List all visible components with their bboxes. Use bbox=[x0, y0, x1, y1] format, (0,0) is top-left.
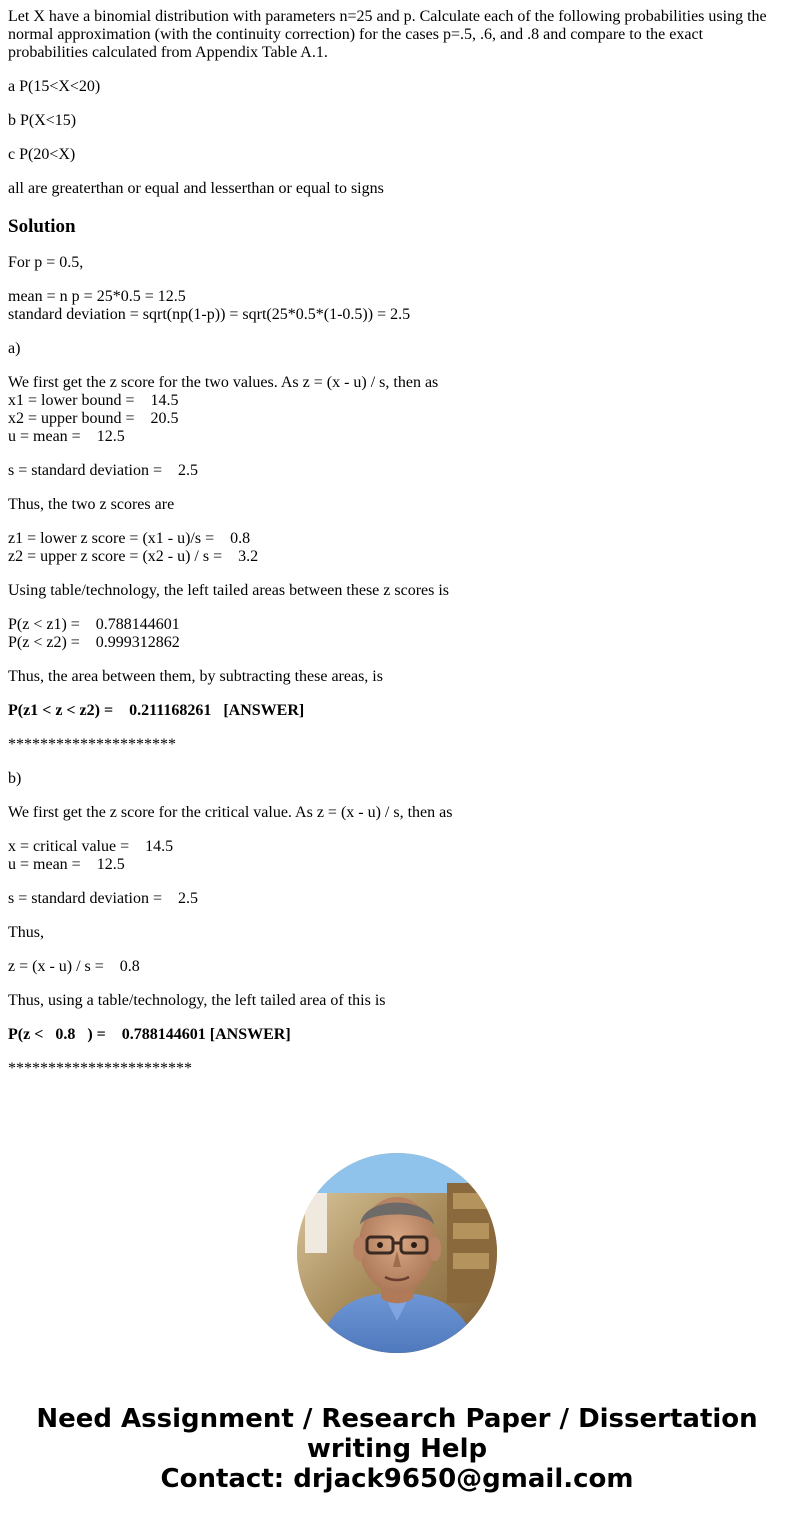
solution-params bbox=[8, 288, 786, 324]
question-note-text: all are greaterthan or equal and lesserthan or equal to signs bbox=[8, 180, 384, 197]
banner-line-1: Need Assignment / Research Paper / Dissertation bbox=[36, 1404, 758, 1434]
part-a-x2: x2 = upper bound = 20.5 bbox=[8, 410, 179, 427]
banner-line-2: writing Help bbox=[306, 1434, 488, 1464]
part-a-using-text: Using table/technology, the left tailed areas between these z scores is bbox=[8, 582, 450, 599]
part-a-pz2: P(z < z2) = 0.999312862 bbox=[8, 634, 180, 651]
solution-heading: Solution bbox=[8, 216, 76, 237]
question-intro bbox=[8, 8, 786, 62]
part-a-answer bbox=[8, 702, 786, 720]
part-b-z bbox=[8, 958, 786, 976]
part-a-inputs bbox=[8, 374, 786, 446]
part-b-s-text: s = standard deviation = 2.5 bbox=[8, 890, 199, 907]
solution-for-p bbox=[8, 254, 786, 272]
part-a-answer-text: P(z1 < z < z2) = 0.211168261 [ANSWER] bbox=[8, 702, 305, 719]
part-a-separator bbox=[8, 736, 786, 754]
part-b-using bbox=[8, 992, 786, 1010]
question-part-a-text: a P(15<X<20) bbox=[8, 78, 101, 95]
author-photo bbox=[297, 1153, 497, 1353]
part-b-thus-text: Thus, bbox=[8, 924, 44, 941]
part-b-stars: *********************** bbox=[8, 1060, 192, 1077]
part-b-label-text: b) bbox=[8, 770, 22, 787]
part-a-x1: x1 = lower bound = 14.5 bbox=[8, 392, 179, 409]
part-b-label bbox=[8, 770, 786, 788]
part-a-intro: We first get the z score for the two values. As z = (x - u) / s, then as bbox=[8, 374, 439, 391]
part-b-s bbox=[8, 890, 786, 908]
part-a-label bbox=[8, 340, 786, 358]
part-a-thus-text: Thus, the two z scores are bbox=[8, 496, 175, 513]
part-a-zscores bbox=[8, 530, 786, 566]
part-b-intro-text: We first get the z score for the critical value. As z = (x - u) / s, then as bbox=[8, 804, 453, 821]
part-a-s-text: s = standard deviation = 2.5 bbox=[8, 462, 199, 479]
part-a-s bbox=[8, 462, 786, 480]
banner-line-3: Contact: drjack9650@gmail.com bbox=[160, 1464, 634, 1494]
part-b-inputs bbox=[8, 838, 786, 874]
mean-text: mean = n p = 25*0.5 = 12.5 bbox=[8, 288, 186, 305]
part-a-areas bbox=[8, 616, 786, 652]
part-b-using-text: Thus, using a table/technology, the left tailed area of this is bbox=[8, 992, 386, 1009]
contact-banner bbox=[0, 1404, 794, 1494]
part-a-between-text: Thus, the area between them, by subtracting these areas, is bbox=[8, 668, 383, 685]
question-part-c-text: c P(20<X) bbox=[8, 146, 76, 163]
part-a-u: u = mean = 12.5 bbox=[8, 428, 125, 445]
part-a-label-text: a) bbox=[8, 340, 21, 357]
question-part-b bbox=[8, 112, 786, 130]
part-b-thus bbox=[8, 924, 786, 942]
part-a-z1: z1 = lower z score = (x1 - u)/s = 0.8 bbox=[8, 530, 251, 547]
part-a-stars: ********************* bbox=[8, 736, 176, 753]
avatar bbox=[297, 1153, 497, 1353]
part-b-answer-text: P(z < 0.8 ) = 0.788144601 [ANSWER] bbox=[8, 1026, 291, 1043]
part-a-thus bbox=[8, 496, 786, 514]
for-p-text: For p = 0.5, bbox=[8, 254, 84, 271]
part-a-pz1: P(z < z1) = 0.788144601 bbox=[8, 616, 180, 633]
part-b-z-text: z = (x - u) / s = 0.8 bbox=[8, 958, 140, 975]
part-b-intro bbox=[8, 804, 786, 822]
part-b-u: u = mean = 12.5 bbox=[8, 856, 125, 873]
question-note bbox=[8, 180, 786, 198]
question-part-b-text: b P(X<15) bbox=[8, 112, 77, 129]
question-part-a bbox=[8, 78, 786, 96]
part-a-between bbox=[8, 668, 786, 686]
part-b-answer bbox=[8, 1026, 786, 1044]
part-b-x: x = critical value = 14.5 bbox=[8, 838, 174, 855]
part-b-separator bbox=[8, 1060, 786, 1078]
part-a-z2: z2 = upper z score = (x2 - u) / s = 3.2 bbox=[8, 548, 259, 565]
document-body bbox=[8, 8, 786, 1094]
question-intro-text: Let X have a binomial distribution with parameters n=25 and p. Calculate each of the following probabilities using the normal approximation (with the continuity correction) for the cases p=.5, .6, and .8 and compare to the exact probabilities calculated from Appendix Table A.1. bbox=[8, 8, 771, 61]
part-a-using bbox=[8, 582, 786, 600]
question-part-c bbox=[8, 146, 786, 164]
sd-text: standard deviation = sqrt(np(1-p)) = sqrt(25*0.5*(1-0.5)) = 2.5 bbox=[8, 306, 411, 323]
